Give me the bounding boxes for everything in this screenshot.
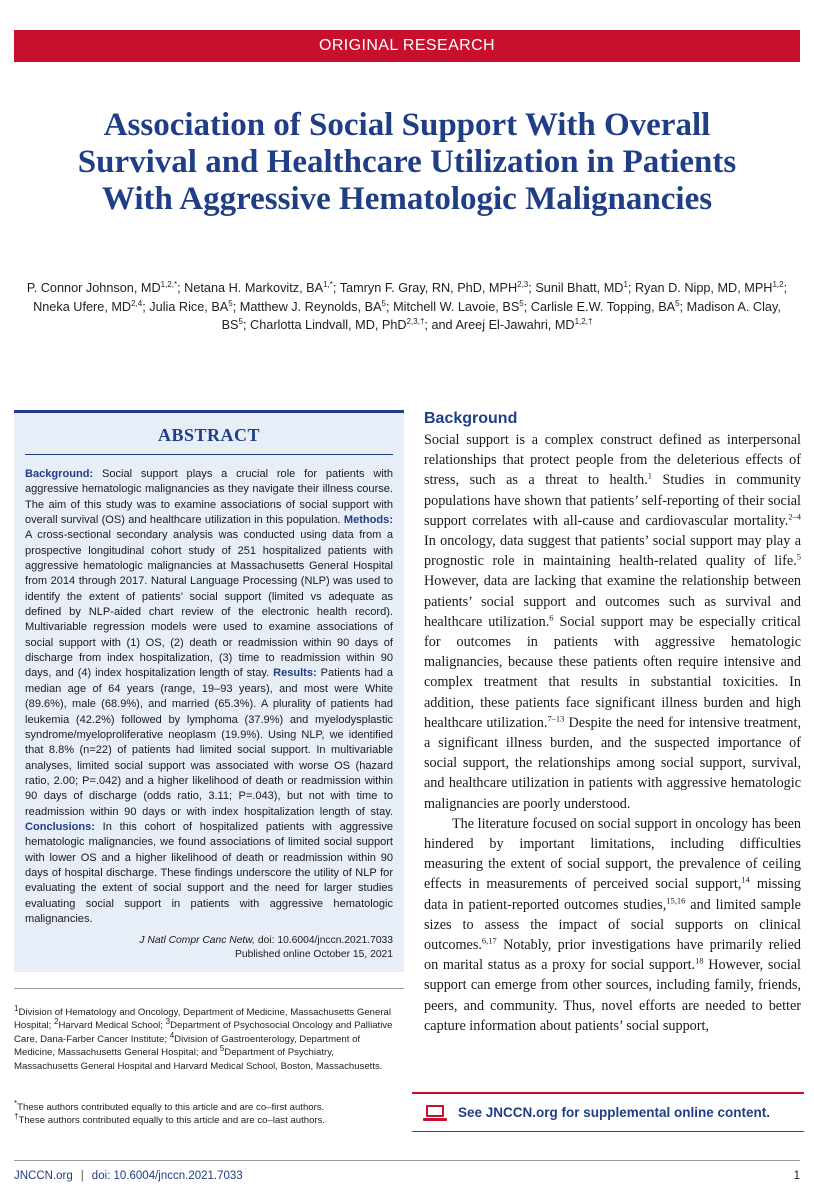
note-marker: * [14, 1098, 18, 1108]
abstract-divider [25, 454, 393, 455]
author-name: Netana H. Markovitz, BA [184, 281, 324, 295]
body-text-run: Social support may be especially critical for outcomes in patients with aggressive hematologic malignancies, because these patients often require intensive and complex treatment that results in substantial toxicities. In addition, these patients face significant illness burden and high healthcare utilization. [424, 613, 801, 731]
abstract-section-text: In this cohort of hospitalized patients with aggressive hematologic malignancies, we found associations of limited social support with lower OS and a higher likelihood of death or readmission within 90 days of hospital discharge. These findings underscore the utility of NLP for evaluating the extent of social support and the need for larger studies evaluating social support in patients with aggressive hematologic malignancies. [25, 820, 393, 925]
author-affiliation-marker: 1,* [323, 279, 333, 289]
laptop-icon [422, 1103, 448, 1123]
body-text-run: However, data are lacking that examine the relationship between patients’ social support and outcomes such as survival and healthcare utilization. [424, 573, 801, 630]
author-affiliation-marker: 5 [675, 298, 680, 308]
author-notes [14, 1098, 399, 1128]
affiliation-marker: 2 [54, 1017, 59, 1027]
abstract-section-label: Methods: [343, 514, 393, 527]
author-affiliation-marker: 2,3,† [406, 316, 425, 326]
author-note [14, 1114, 399, 1127]
author-note [14, 1098, 399, 1114]
published-date: Published online October 15, 2021 [235, 949, 393, 961]
citation-journal: J Natl Compr Canc Netw, [139, 935, 256, 947]
footer-doi[interactable]: doi: 10.6004/jnccn.2021.7033 [91, 1170, 243, 1182]
abstract-section-text: Social support plays a crucial role for patients with aggressive hematologic malignancies as they navigate their illness course. The aim of this study was to examine associations of social support with overall survival (OS) and healthcare utilization in this population. [25, 468, 393, 527]
footer-separator: | [80, 1170, 84, 1182]
footer-divider [14, 1160, 800, 1161]
author-name: Nneka Ufere, MD [33, 299, 132, 314]
abstract-text [25, 467, 393, 927]
body-text-run: Studies in community populations have shown that patients’ self-reporting of their social support correlates with all-cause and cardiovascular mortality. [424, 472, 801, 529]
author-name: Madison A. Clay, BS [221, 299, 781, 332]
body-text-run: The literature focused on social support in oncology has been hindered by important limitations, including difficulties measuring the extent of social support, the prevalence of ceiling effects in measurements of perceived social support, [424, 815, 801, 893]
affiliation-marker: 5 [219, 1044, 225, 1054]
article-title: Association of Social Support With Overall Survival and Healthcare Utilization in Patients With Aggressive Hematologic Malignancies [77, 107, 737, 217]
author-name: Julia Rice, BA [149, 299, 229, 314]
supplemental-text[interactable]: See JNCCN.org for supplemental online content. [458, 1105, 771, 1120]
abstract-citation [25, 934, 393, 962]
author-name: Tamryn F. Gray, RN, PhD, MPH [339, 281, 518, 295]
affiliation-text: Department of Psychiatry, Massachusetts General Hospital and Harvard Medical School, Boston, Massachusetts. [14, 1047, 383, 1072]
author-affiliation-marker: 2,4 [131, 298, 143, 308]
author-affiliation-marker: 1,2,† [574, 316, 593, 326]
note-marker: † [14, 1112, 19, 1122]
article-type-banner: ORIGINAL RESEARCH [14, 30, 800, 62]
body-text-run: However, social support can emerge from other sources, including family, friends, peers, and community. Thus, novel efforts are needed to better capture information about patients’ social support, [424, 957, 801, 1034]
affiliation-marker: 3 [165, 1017, 171, 1027]
affiliations [14, 1003, 399, 1073]
footnote-divider [14, 988, 404, 989]
author-name: Mitchell W. Lavoie, BS [393, 299, 520, 314]
author-affiliation-marker: 1,2,* [160, 279, 178, 289]
author-name: Matthew J. Reynolds, BA [239, 299, 382, 314]
author-name: Areej El-Jawahri, MD [455, 318, 575, 332]
author-name: Carlisle E.W. Topping, BA [530, 299, 676, 314]
reference-marker: 5 [796, 551, 801, 562]
background-heading: Background [424, 410, 518, 427]
abstract-section-text: Patients had a median age of 64 years (range, 19–93 years), and most were White (89.6%), male (68.9%), and married (65.3%). A plurality of patients had leukemia (42.2%) followed by lymphoma (37.9%) and myelodysplastic syndrome/myeloproliferative neoplasm (19.9%). Using NLP, we identified that 8.8% (n=22) of patients had limited social support. In multivariable analyses, limited social support was associated with worse OS (hazard ratio, 2.00; P=.042) and a higher likelihood of death or readmission within 90 days of discharge (odds ratio, 3.11; P=.043), but not with time to readmission within 90 days or with index hospitalization length of stay. [25, 667, 393, 818]
affiliation-text: Harvard Medical School; [58, 1020, 166, 1032]
author-name: Charlotta Lindvall, MD, PhD [250, 318, 407, 332]
author-list: P. Connor Johnson, $MD^{1,2,*}$; Netana H. Markovitz, $BA^{1,*}$; Tamryn F. Gray, RN, PhD, MPH$^{2,3}$; Sunil Bhatt, $MD^1$; Ryan D. Nipp, MD, MPH$^{1,2}$; Nneka Ufere, MD$^{2,4}$; Julia Rice, $BA^5$; Matthew J. Reynolds, $BA^5$; Mitchell W. Lavoie, $BS^5$; Carlisle E.W. Topping, $BA^5$; Madison A. Clay, $BS^5$; Charlotta Lindvall, MD, PhD$^{2,3,\dagger}$; and Areej El-Jawahri, $MD^{1,2,\dagger}$ [26, 279, 788, 332]
author-affiliation-marker: 1,2 [772, 279, 784, 289]
abstract-section-label: Conclusions: [25, 820, 95, 833]
abstract-section-label: Results: [273, 667, 317, 680]
citation-doi: doi: 10.6004/jnccn.2021.7033 [255, 935, 393, 947]
reference-marker: 7–13 [547, 713, 565, 724]
author-name: Ryan D. Nipp, MD, MPH [634, 281, 773, 295]
note-text: These authors contributed equally to this article and are co–first authors. [17, 1102, 325, 1113]
affiliation-text: Department of Psychosocial Oncology and Palliative Care, Dana-Farber Cancer Institute; [14, 1020, 393, 1045]
author-name: Sunil Bhatt, MD [535, 281, 624, 295]
reference-marker: 14 [741, 874, 750, 885]
reference-marker: 18 [695, 955, 704, 966]
affiliation-text: Division of Gastroenterology, Department of Medicine, Massachusetts General Hospital; and [14, 1033, 361, 1059]
reference-marker: 1 [647, 470, 653, 481]
author-affiliation-marker: 5 [238, 316, 243, 326]
affiliation-marker: 4 [169, 1030, 175, 1040]
body-text-run: and limited sample sizes to assess the impact of social supports on clinical outcomes. [424, 896, 801, 954]
abstract-section-text: A cross-sectional secondary analysis was conducted using data from a prospective longitudinal cohort study of 251 hospitalized patients with aggressive hematologic malignancies at Massachusetts General Hospital from 2014 through 2017. Natural Language Processing (NLP) was used to identify the extent of patients’ social support (limited vs adequate as defined by NLP-aided chart review of the electronic health record). Multivariable regression models were used to examine associations of social support with (1) OS, (2) death or readmission within 90 days of discharge from index hospitalization, (3) time to readmission within 90 days, and (4) index hospitalization length of stay. [25, 529, 393, 680]
abstract-heading: ABSTRACT [157, 425, 261, 445]
body-text-run: missing data in patient-reported outcomes studies, [424, 876, 801, 913]
body-text-run: Social support is a complex construct defined as interpersonal relationships that protect people from the deleterious effects of stress, such as a threat to health. [424, 432, 801, 489]
body-paragraph [424, 430, 801, 814]
author-affiliation-marker: 5 [519, 298, 524, 308]
reference-marker: 6 [549, 612, 554, 623]
author-affiliation-marker: 5 [381, 298, 386, 308]
reference-marker: 6,17 [481, 935, 497, 946]
body-paragraph [424, 814, 801, 1036]
page-number: 1 [793, 1170, 800, 1182]
body-text-run: In oncology, data suggest that patients’ social support may play a prognostic role in maintaining health-related quality of life. [424, 533, 801, 570]
author-affiliation-marker: 2,3 [517, 279, 529, 289]
reference-marker: 15,16 [666, 894, 686, 905]
page-footer [14, 1170, 800, 1182]
body-text-run: Notably, prior investigations have primarily relied on marital status as a proxy for social support. [424, 937, 801, 974]
author-affiliation-marker: 1 [623, 279, 628, 289]
background-body [424, 430, 801, 1036]
footer-site-link[interactable]: JNCCN.org [14, 1170, 73, 1182]
body-text-run: Despite the need for intensive treatment, a significant illness burden, and the suspected importance of social support, the relationships among social support, survival, and healthcare utilization in patients with aggressive hematologic malignancies are poorly understood. [424, 714, 801, 812]
abstract-section-label: Background: [25, 468, 94, 480]
affiliation-marker: 1 [14, 1003, 19, 1013]
reference-marker: 2–4 [788, 511, 801, 522]
background-section [424, 408, 801, 1036]
supplemental-link[interactable] [412, 1092, 804, 1132]
author-name: P. Connor Johnson, MD [26, 281, 161, 295]
note-text: These authors contributed equally to this article and are co–last authors. [18, 1115, 326, 1127]
affiliation-text: Division of Hematology and Oncology, Department of Medicine, Massachusetts General Hospital; [14, 1007, 392, 1032]
author-affiliation-marker: 5 [228, 298, 233, 308]
abstract-box [14, 410, 404, 972]
